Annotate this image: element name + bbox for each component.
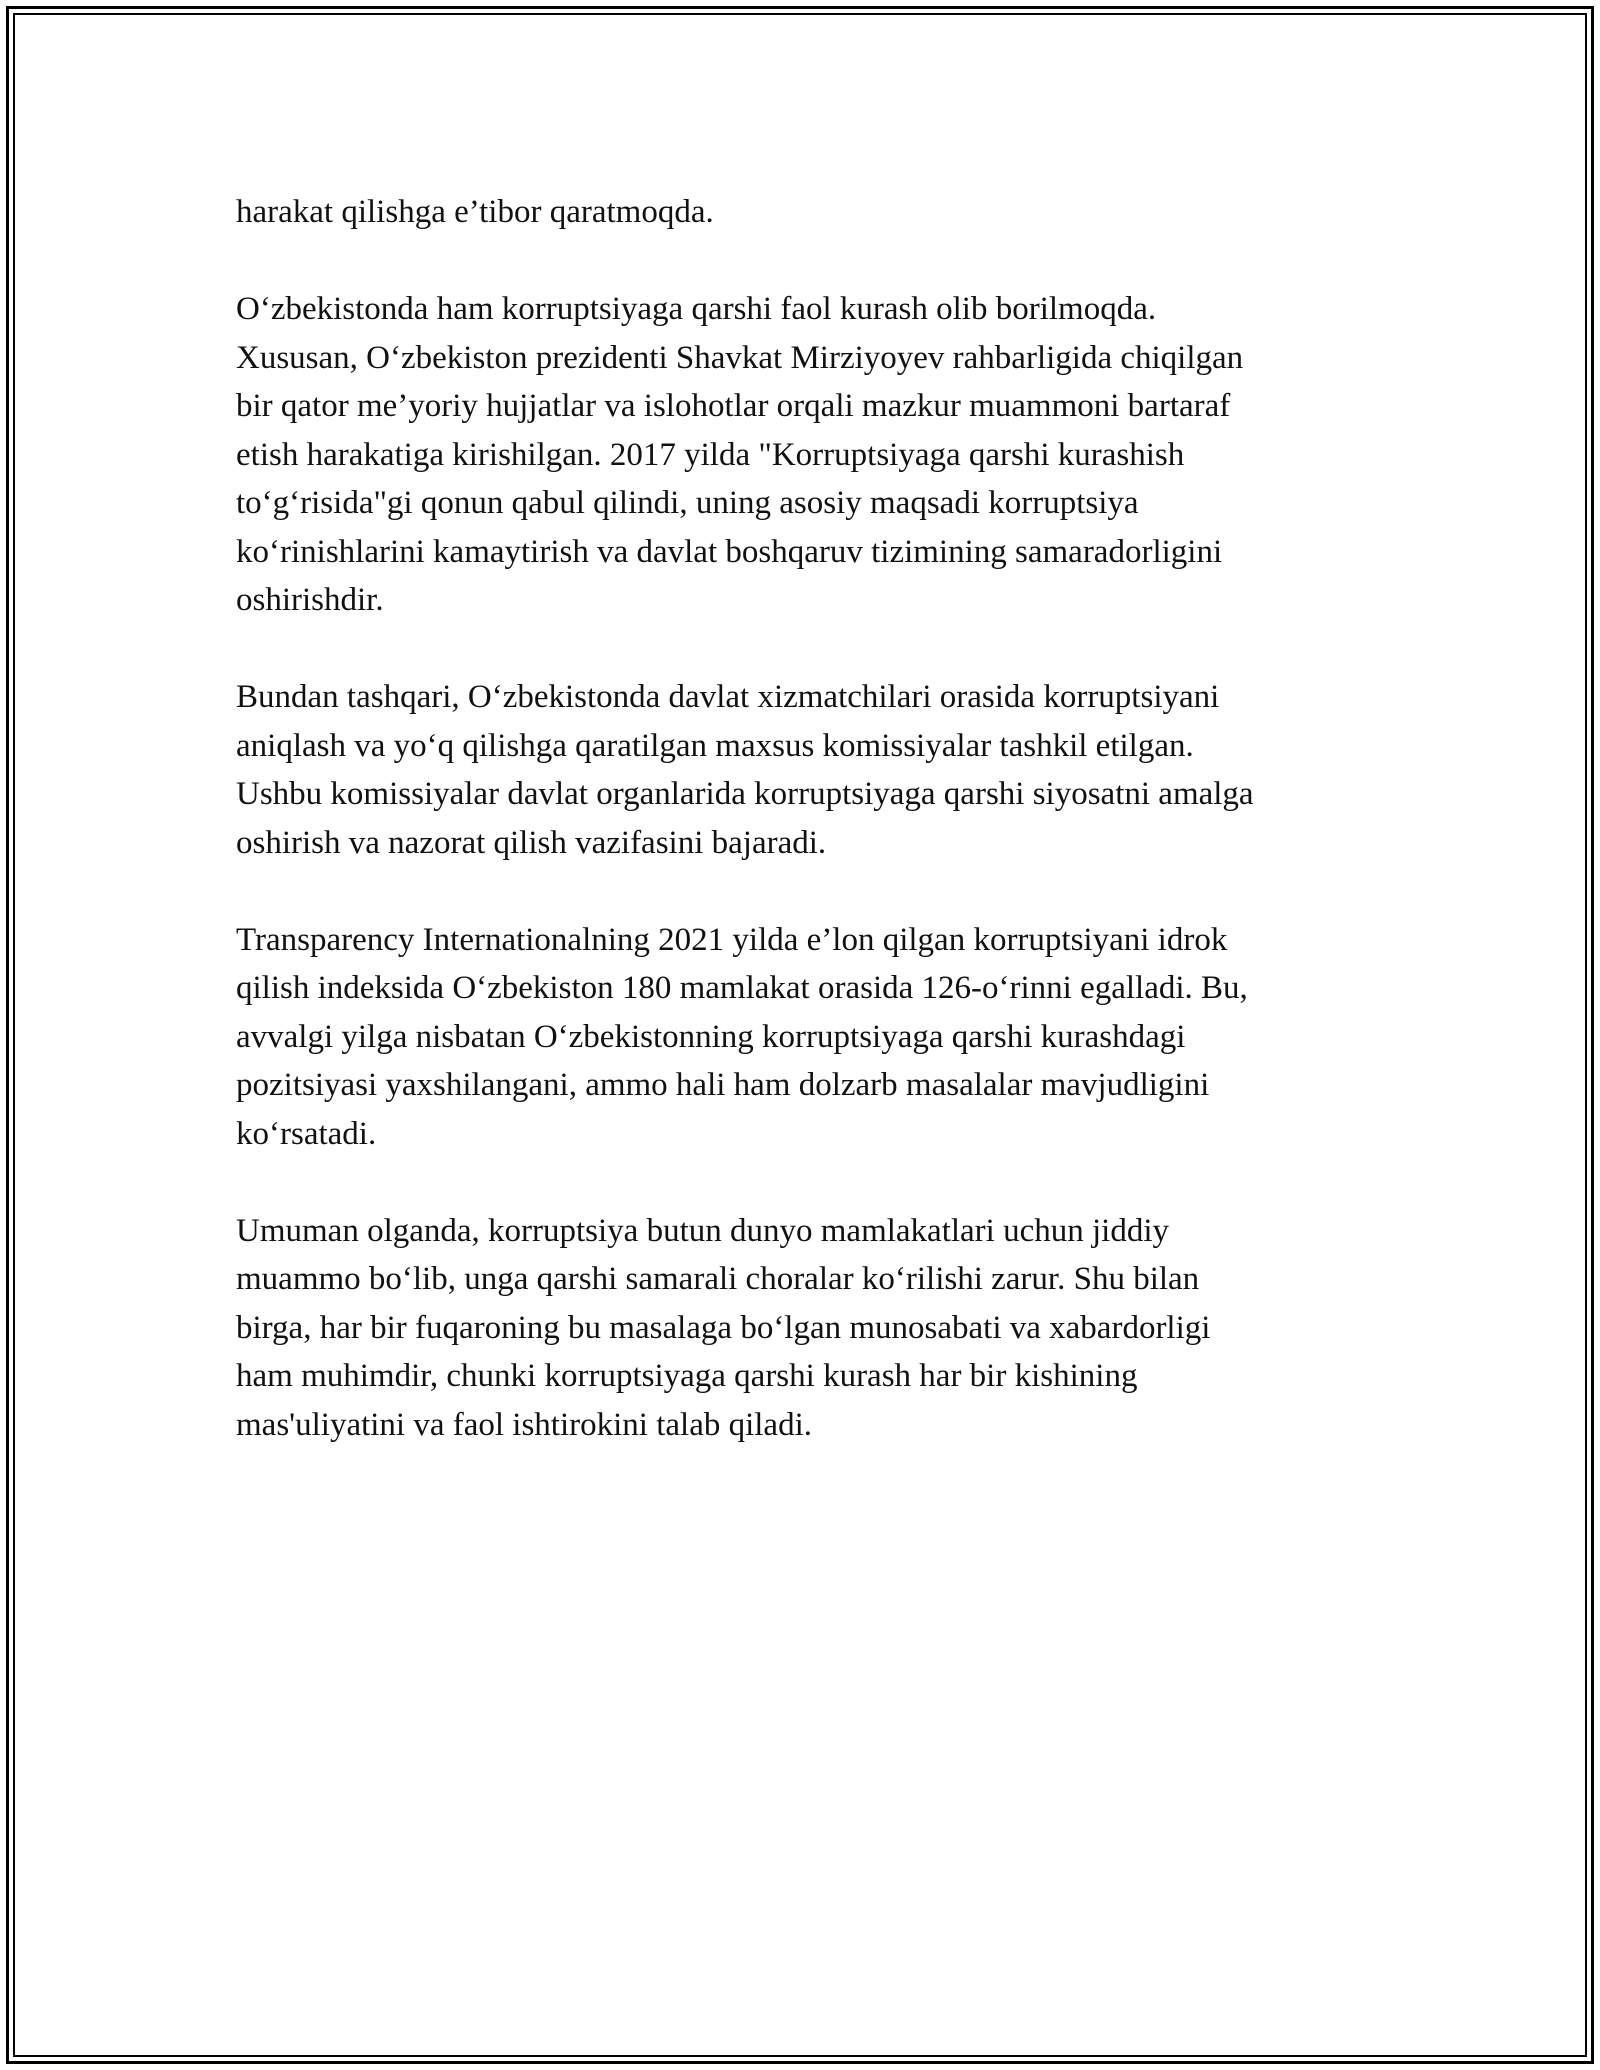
paragraph-5 [236, 1207, 1386, 1450]
document-body [236, 188, 1386, 1498]
text-line: Transparency Internationalning 2021 yilda e’lon qilgan korruptsiyani idrok [236, 921, 1228, 958]
text-line: avvalgi yilga nisbatan O‘zbekistonning korruptsiyaga qarshi kurashdagi [236, 1018, 1186, 1055]
text-line: qilish indeksida O‘zbekiston 180 mamlakat orasida 126-o‘rinni egalladi. Bu, [236, 970, 1248, 1006]
text-line: O‘zbekistonda ham korruptsiyaga qarshi faol kurash olib borilmoqda. [236, 291, 1157, 327]
text-line: oshirishdir. [236, 582, 384, 618]
text-line: aniqlash va yo‘q qilishga qaratilgan maxsus komissiyalar tashkil etilgan. [236, 727, 1194, 764]
text-line: muammo bo‘lib, unga qarshi samarali choralar ko‘rilishi zarur. Shu bilan [236, 1261, 1200, 1297]
text-line: Xususan, O‘zbekiston prezidenti Shavkat Mirziyoyev rahbarligida chiqilgan [236, 339, 1244, 376]
text-line: Ushbu komissiyalar davlat organlarida korruptsiyaga qarshi siyosatni amalga [236, 776, 1254, 812]
paragraph-4 [236, 916, 1386, 1159]
text-line: etish harakatiga kirishilgan. 2017 yilda "Korruptsiyaga qarshi kurashish [236, 436, 1185, 473]
text-line: ham muhimdir, chunki korruptsiyaga qarshi kurash har bir kishining [236, 1358, 1138, 1394]
text-line: harakat qilishga e’tibor qaratmoqda. [236, 194, 714, 230]
paragraph-3 [236, 673, 1386, 867]
text-line: oshirish va nazorat qilish vazifasini bajaradi. [236, 824, 827, 861]
paragraph-2 [236, 285, 1386, 625]
text-line: ko‘rinishlarini kamaytirish va davlat boshqaruv tizimining samaradorligini [236, 533, 1223, 570]
text-line: birga, har bir fuqaroning bu masalaga bo‘lgan munosabati va xabardorligi [236, 1309, 1211, 1346]
text-line: pozitsiyasi yaxshilangani, ammo hali ham dolzarb masalalar mavjudligini [236, 1067, 1210, 1103]
text-line: ko‘rsatadi. [236, 1115, 377, 1152]
text-line: bir qator me’yoriy hujjatlar va islohotlar orqali mazkur muammoni bartaraf [236, 388, 1231, 424]
text-line: to‘g‘risida"gi qonun qabul qilindi, uning asosiy maqsadi korruptsiya [236, 485, 1139, 521]
paragraph-1 [236, 188, 1386, 237]
text-line: Umuman olganda, korruptsiya butun dunyo mamlakatlari uchun jiddiy [236, 1212, 1169, 1249]
text-line: mas'uliyatini va faol ishtirokini talab qiladi. [236, 1406, 813, 1443]
text-line: Bundan tashqari, O‘zbekistonda davlat xizmatchilari orasida korruptsiyani [236, 679, 1220, 715]
